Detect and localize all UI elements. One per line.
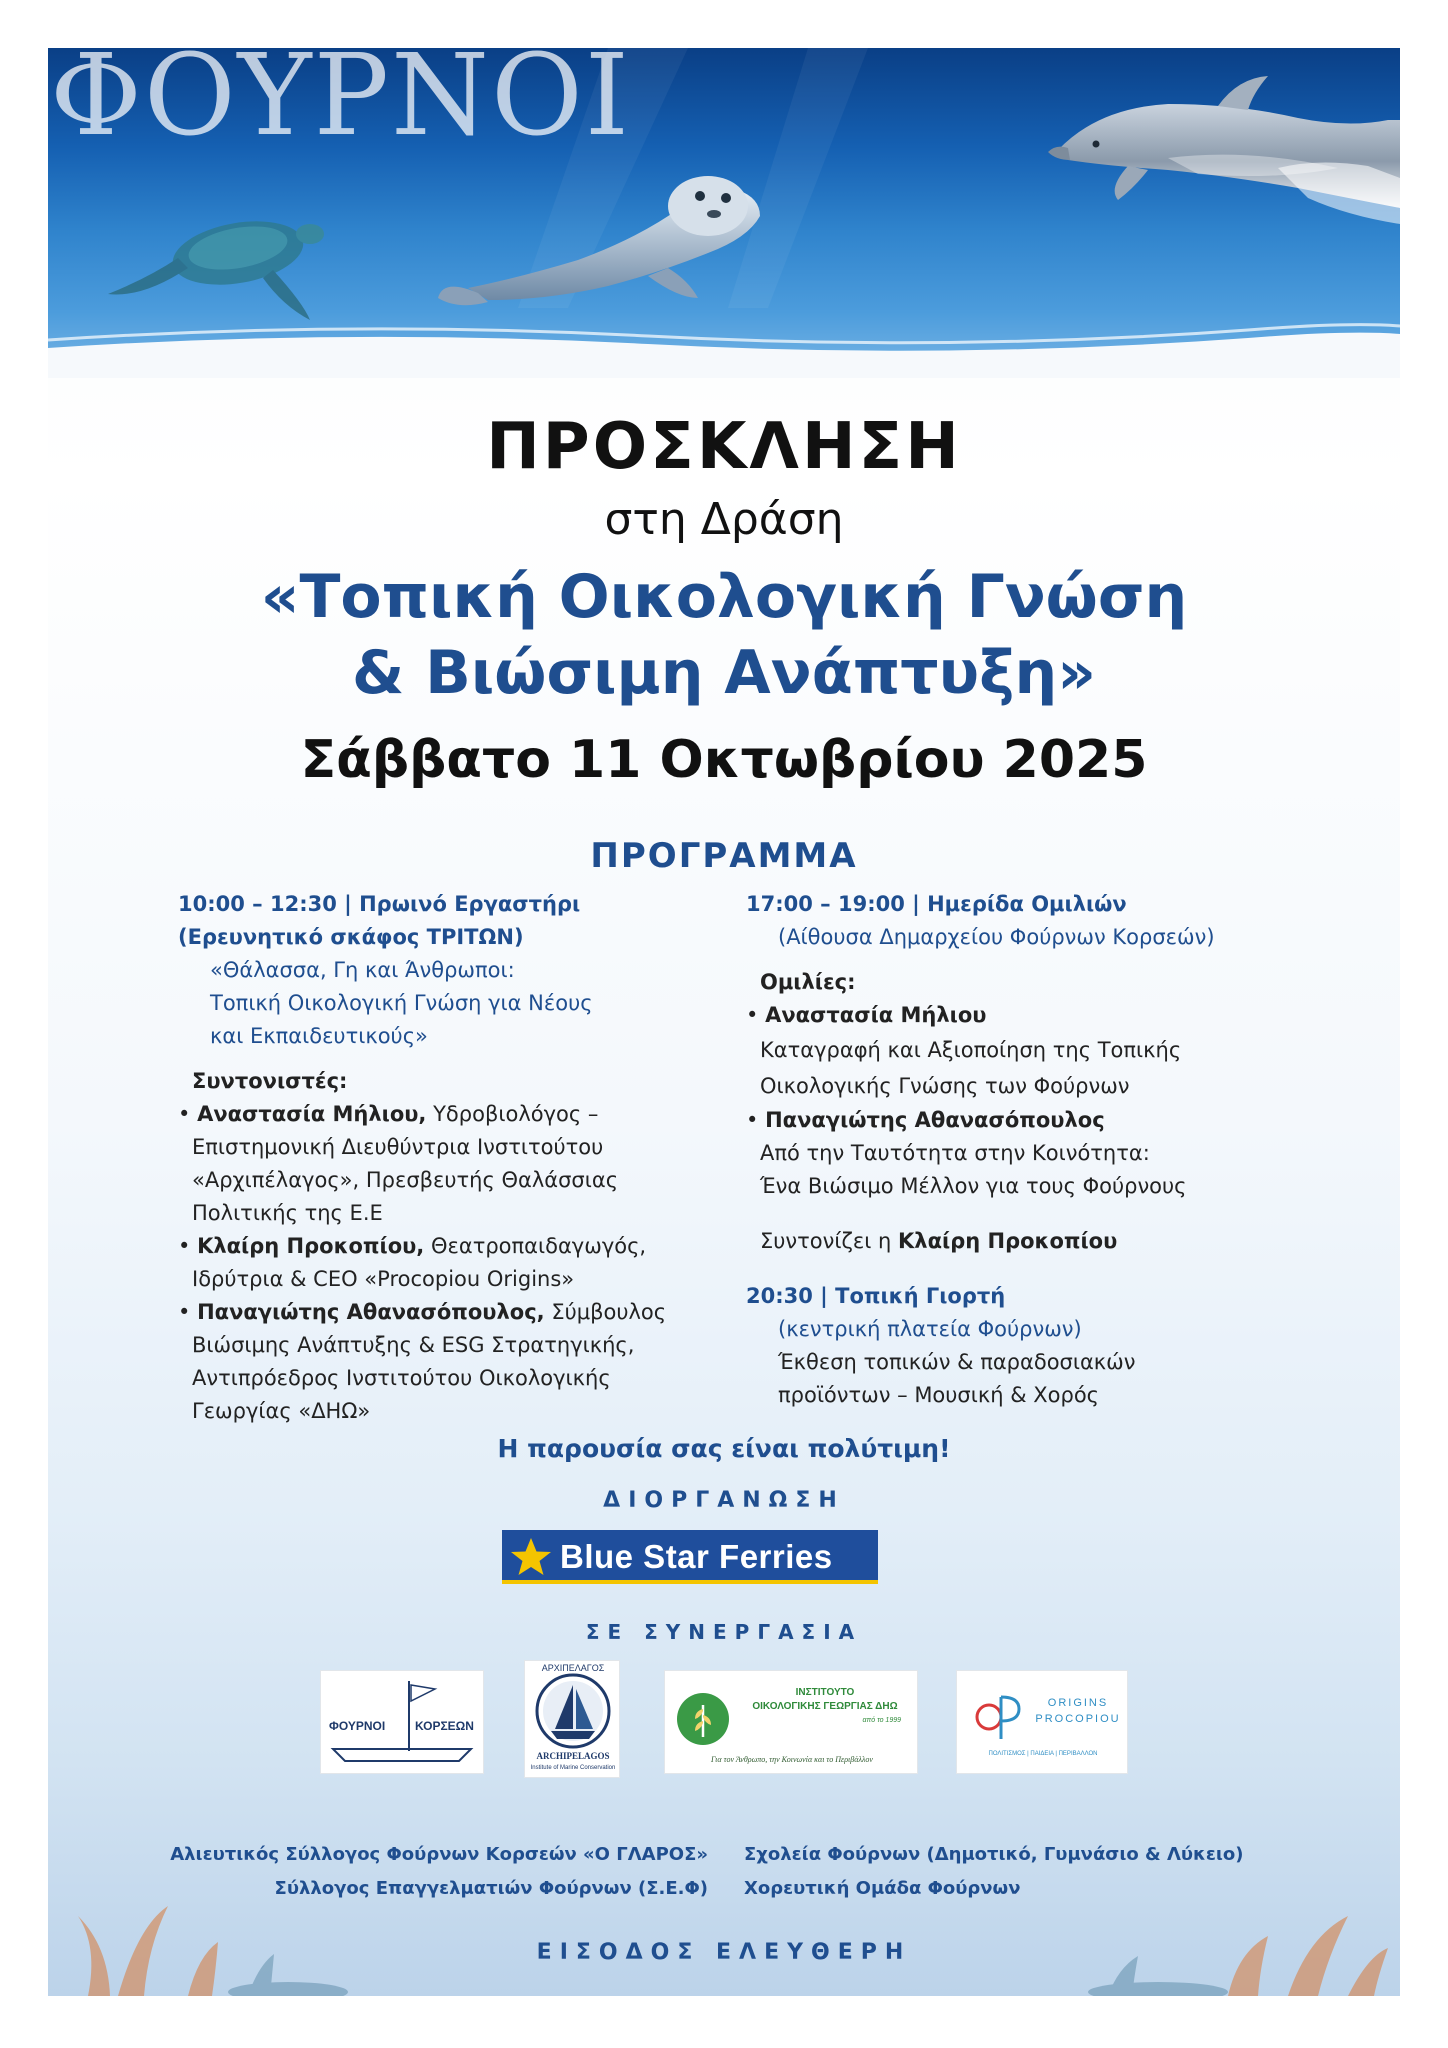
dio-since: από το 1999 bbox=[862, 1717, 901, 1724]
coordinator-desc: Βιώσιμης Ανάπτυξης & ESG Στρατηγικής, bbox=[192, 1333, 635, 1357]
coordinator-name: Κλαίρη Προκοπίου, bbox=[197, 1234, 425, 1258]
coordinator-item: • Παναγιώτης Αθανασόπουλος, Σύμβουλος bbox=[178, 1300, 667, 1324]
presence-note: Η παρουσία σας είναι πολύτιμη! bbox=[497, 1434, 951, 1463]
turtle-icon bbox=[108, 212, 324, 320]
talk-item: • Παναγιώτης Αθανασόπουλος bbox=[746, 1108, 1105, 1132]
talk-item: • Αναστασία Μήλιου bbox=[746, 1003, 987, 1027]
coordinators-label: Συντονιστές: bbox=[192, 1069, 348, 1093]
fournoi-logo-text-left: ΦΟΥΡΝΟΙ bbox=[329, 1719, 386, 1733]
cooperation-label: ΣΕ ΣΥΝΕΡΓΑΣΙΑ bbox=[585, 1620, 863, 1644]
banner-title: ΦΟΥΡΝΟΙ bbox=[50, 48, 631, 161]
archipelagos-arc-text: ΑΡΧΙΠΕΛΑΓΟΣ bbox=[541, 1663, 605, 1673]
coordinator-desc: Σύμβουλος bbox=[551, 1300, 667, 1324]
talks-section bbox=[746, 888, 1306, 1412]
coordinator-name: Αναστασία Μήλιου, bbox=[197, 1102, 427, 1126]
dio-institute-logo bbox=[664, 1670, 918, 1774]
talk-title: Ένα Βιώσιμο Μέλλον για τους Φούρνους bbox=[760, 1174, 1187, 1198]
moderator-line bbox=[746, 1225, 1306, 1258]
morning-workshop-section bbox=[178, 888, 738, 1428]
fournoi-municipality-logo bbox=[320, 1670, 484, 1774]
moderator-prefix: Συντονίζει η bbox=[760, 1229, 892, 1253]
organizer-logo-text: Blue Star Ferries bbox=[560, 1538, 833, 1575]
coordinator-desc: «Αρχιπέλαγος», Πρεσβευτής Θαλάσσιας bbox=[192, 1168, 619, 1192]
origins-name-text: PROCOPIOU bbox=[1035, 1713, 1121, 1725]
origins-tagline: ΠΟΛΙΤΙΣΜΟΣ | ΠΑΙΔΕΙΑ | ΠΕΡΙΒΑΛΛΟΝ bbox=[988, 1751, 1098, 1757]
coordinator-item: • Κλαίρη Προκοπίου, Θεατροπαιδαγωγός, bbox=[178, 1234, 647, 1258]
coral-reef-decoration bbox=[48, 1856, 1400, 1996]
talks-time: 17:00 – 19:00 | Ημερίδα Ομιλιών bbox=[746, 892, 1127, 916]
partner-item: Χορευτική Ομάδα Φούρνων bbox=[744, 1878, 1021, 1899]
blue-star-ferries-logo bbox=[502, 1530, 878, 1584]
event-title-line-1: «Τοπική Οικολογική Γνώση bbox=[260, 562, 1188, 632]
festival-desc: προϊόντων – Μουσική & Χορός bbox=[778, 1383, 1099, 1407]
talks-place: (Αίθουσα Δημαρχείου Φούρνων Κορσεών) bbox=[778, 925, 1215, 949]
coordinator-desc: Αντιπρόεδρος Ινστιτούτου Οικολογικής bbox=[192, 1366, 611, 1390]
partner-item: Σχολεία Φούρνων (Δημοτικό, Γυμνάσιο & Λύκειο) bbox=[744, 1844, 1244, 1865]
dolphin-icon bbox=[1048, 76, 1400, 224]
event-title-line-2: & Βιώσιμη Ανάπτυξη» bbox=[351, 638, 1097, 708]
partner-item: Αλιευτικός Σύλλογος Φούρνων Κορσεών «Ο ΓΛΑΡΟΣ» bbox=[170, 1844, 708, 1865]
festival-place: (κεντρική πλατεία Φούρνων) bbox=[778, 1317, 1082, 1341]
fournoi-logo-text-right: ΚΟΡΣΕΩΝ bbox=[415, 1719, 474, 1733]
workshop-topic-line: και Εκπαιδευτικούς» bbox=[210, 1024, 428, 1048]
workshop-time: 10:00 – 12:30 | Πρωινό Εργαστήρι bbox=[178, 892, 581, 916]
procopiou-origins-logo bbox=[956, 1670, 1128, 1774]
coordinator-name: Παναγιώτης Αθανασόπουλος, bbox=[197, 1300, 545, 1324]
talk-title: Από την Ταυτότητα στην Κοινότητα: bbox=[760, 1141, 1150, 1165]
event-date: Σάββατο 11 Οκτωβρίου 2025 bbox=[300, 730, 1148, 790]
talk-title: Καταγραφή και Αξιοποίηση της Τοπικής bbox=[760, 1038, 1182, 1062]
sea-banner bbox=[48, 48, 1400, 378]
speaker-name: Παναγιώτης Αθανασόπουλος bbox=[765, 1108, 1105, 1132]
coordinator-desc: Πολιτικής της Ε.Ε bbox=[192, 1201, 383, 1225]
free-entry-note: ΕΙΣΟΔΟΣ ΕΛΕΥΘΕΡΗ bbox=[536, 1940, 912, 1965]
workshop-topic-line: «Θάλασσα, Γη και Άνθρωποι: bbox=[210, 958, 515, 982]
archipelagos-subtitle: Institute of Marine Conservation bbox=[530, 1765, 616, 1771]
invitation-subheading: στη Δράση bbox=[604, 494, 844, 545]
dio-line-2: ΟΙΚΟΛΟΓΙΚΗΣ ΓΕΩΡΓΙΑΣ ΔΗΩ bbox=[752, 1701, 898, 1712]
poster bbox=[48, 48, 1400, 1996]
coordinator-desc: Ιδρύτρια & CEO «Procopiou Origins» bbox=[192, 1267, 575, 1291]
festival-time: 20:30 | Τοπική Γιορτή bbox=[746, 1284, 1006, 1308]
archipelagos-logo bbox=[524, 1660, 620, 1778]
workshop-topic-line: Τοπική Οικολογική Γνώση για Νέους bbox=[210, 991, 593, 1015]
wheat-leaf-icon bbox=[673, 1689, 733, 1749]
organizer-label: ΔΙΟΡΓΑΝΩΣΗ bbox=[603, 1488, 845, 1513]
dio-motto: Για τον Άνθρωπο, την Κοινωνία και το Περιβάλλον bbox=[711, 1755, 873, 1764]
coordinator-item: • Αναστασία Μήλιου, Υδροβιολόγος – bbox=[178, 1102, 599, 1126]
talks-label: Ομιλίες: bbox=[760, 970, 856, 994]
speaker-name: Αναστασία Μήλιου bbox=[765, 1003, 987, 1027]
coordinator-desc: Θεατροπαιδαγωγός, bbox=[430, 1234, 647, 1258]
program-heading: ΠΡΟΓΡΑΜΜΑ bbox=[590, 836, 858, 876]
coordinator-desc: Γεωργίας «ΔΗΩ» bbox=[192, 1399, 371, 1423]
festival-desc: Έκθεση τοπικών & παραδοσιακών bbox=[778, 1350, 1136, 1374]
invitation-heading: ΠΡΟΣΚΛΗΣΗ bbox=[486, 410, 962, 484]
origins-emblem-icon bbox=[971, 1689, 1023, 1745]
coordinator-desc: Επιστημονική Διευθύντρια Ινστιτούτου bbox=[192, 1135, 604, 1159]
workshop-place: (Ερευνητικό σκάφος ΤΡΙΤΩΝ) bbox=[178, 925, 524, 949]
logo-underline bbox=[502, 1580, 878, 1584]
dio-line-1: ΙΝΣΤΙΤΟΥΤΟ bbox=[795, 1687, 855, 1698]
talk-title: Οικολογικής Γνώσης των Φούρνων bbox=[760, 1074, 1130, 1098]
coordinator-desc: Υδροβιολόγος – bbox=[433, 1102, 599, 1126]
origins-top-text: ORIGINS bbox=[1047, 1697, 1109, 1709]
star-icon bbox=[502, 1530, 560, 1584]
partner-item: Σύλλογος Επαγγελματιών Φούρνων (Σ.Ε.Φ) bbox=[274, 1878, 708, 1899]
archipelagos-name: ARCHIPELAGOS bbox=[536, 1751, 610, 1761]
moderator-name: Κλαίρη Προκοπίου bbox=[898, 1229, 1118, 1253]
